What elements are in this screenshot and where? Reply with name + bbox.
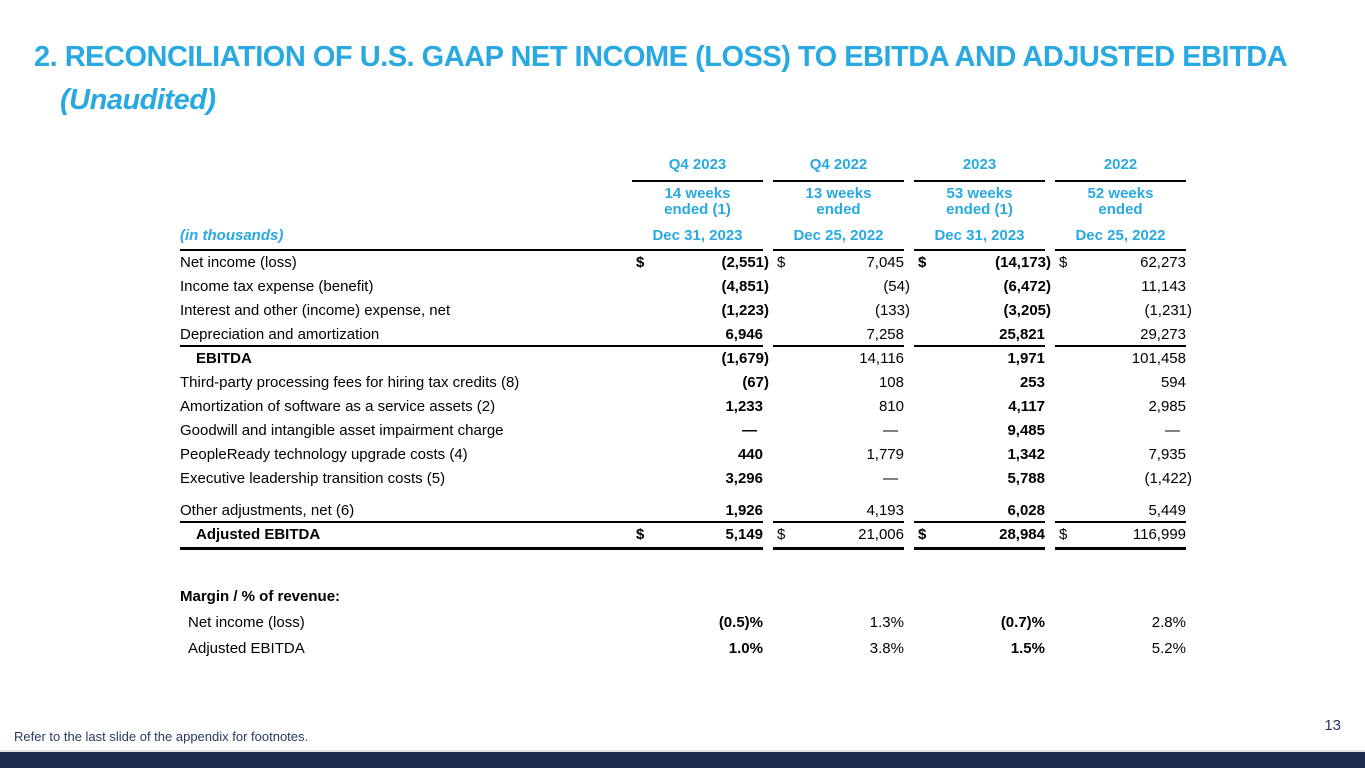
weeks-column-header xyxy=(632,186,763,223)
period-column-header xyxy=(763,155,904,182)
ended-line: ended xyxy=(1098,201,1143,218)
value-text: 9,485 xyxy=(1007,422,1045,439)
value-text: 7,935 xyxy=(1148,446,1186,463)
value-text: 28,984 xyxy=(999,526,1045,543)
value-cell-inner xyxy=(632,251,769,275)
value-text: (0.5)% xyxy=(718,614,763,631)
value-cell-inner xyxy=(914,499,1045,523)
value-text: — xyxy=(742,422,757,439)
value-cell-inner xyxy=(632,371,769,395)
value-column-cell xyxy=(1045,371,1186,395)
value-text: 5,149 xyxy=(725,526,763,543)
value-cell-inner xyxy=(632,299,769,323)
value-text: — xyxy=(883,422,898,439)
row-label: Adjusted EBITDA xyxy=(180,523,632,550)
value-cell-inner xyxy=(632,323,763,347)
date-label: Dec 25, 2022 xyxy=(1055,223,1186,251)
value-text: 108 xyxy=(878,374,904,391)
table-row xyxy=(180,371,1186,395)
table-header-dates xyxy=(180,223,1186,251)
value-cell-inner xyxy=(1055,251,1186,275)
value-text: 3.8% xyxy=(869,640,904,657)
reconciliation-table xyxy=(180,155,1192,662)
value-text: (67) xyxy=(742,374,769,391)
value-column-cell xyxy=(904,347,1045,371)
row-label: Net income (loss) xyxy=(180,254,297,271)
value-column-cell xyxy=(904,323,1045,347)
value-text: (4,851) xyxy=(721,278,769,295)
weeks-line: 52 weeks xyxy=(1087,185,1154,202)
value-cell-inner xyxy=(632,523,763,550)
value-column-cell xyxy=(1045,275,1186,299)
value-column-cell xyxy=(1045,467,1192,491)
value-text: 6,946 xyxy=(725,326,763,343)
date-label: Dec 25, 2022 xyxy=(773,223,904,251)
value-text: 101,458 xyxy=(1131,350,1186,367)
value-text: 4,117 xyxy=(1008,398,1045,415)
value-text: 7,045 xyxy=(866,254,904,271)
value-text: 5,788 xyxy=(1007,470,1045,487)
value-text: 594 xyxy=(1160,374,1186,391)
value-cell-inner xyxy=(914,419,1045,443)
value-cell-inner xyxy=(914,275,1051,299)
value-column-cell xyxy=(632,499,763,523)
value-cell-inner xyxy=(1055,467,1192,491)
value-column-cell xyxy=(763,395,904,419)
row-label: Adjusted EBITDA xyxy=(188,640,305,657)
value-text: (2,551) xyxy=(721,254,769,271)
value-cell-inner xyxy=(914,610,1045,636)
value-cell-inner xyxy=(1055,395,1186,419)
value-column-cell xyxy=(904,395,1045,419)
value-column-cell xyxy=(763,275,910,299)
value-cell-inner xyxy=(632,610,763,636)
row-label: EBITDA xyxy=(196,350,252,367)
value-cell-inner xyxy=(773,443,904,467)
value-column-cell xyxy=(632,395,763,419)
row-label: Third-party processing fees for hiring tax credits (8) xyxy=(180,374,520,391)
row-label: Other adjustments, net (6) xyxy=(180,499,632,523)
value-column-cell xyxy=(763,323,904,347)
value-text: 1,971 xyxy=(1007,350,1045,367)
table-row xyxy=(180,299,1192,323)
value-cell-inner xyxy=(1055,523,1186,550)
value-text: (14,173) xyxy=(995,254,1051,271)
row-label: Interest and other (income) expense, net xyxy=(180,302,451,319)
slide-title-line2: (Unaudited) xyxy=(60,84,216,116)
weeks-label xyxy=(632,186,763,223)
value-column-cell xyxy=(632,443,763,467)
table-row xyxy=(180,347,1186,371)
value-text: (133) xyxy=(874,302,910,319)
table-row xyxy=(180,499,1186,523)
ended-line: ended xyxy=(816,201,861,218)
value-cell-inner xyxy=(1055,275,1186,299)
value-text: 1,233 xyxy=(725,398,763,415)
value-column-cell xyxy=(1045,443,1186,467)
weeks-column-header xyxy=(763,186,904,223)
value-text: 7,258 xyxy=(866,326,904,343)
margin-table-row xyxy=(180,636,1186,662)
value-column-cell xyxy=(763,371,904,395)
value-text: (1,231) xyxy=(1144,302,1192,319)
value-text: 440 xyxy=(737,446,763,463)
value-column-cell xyxy=(763,610,904,636)
currency-symbol: $ xyxy=(1059,526,1068,543)
value-column-cell xyxy=(904,419,1045,443)
period-column-header xyxy=(904,155,1045,182)
value-cell-inner xyxy=(773,467,904,491)
value-text: 1.0% xyxy=(728,640,763,657)
value-text: 2.8% xyxy=(1151,614,1186,631)
row-label: Executive leadership transition costs (5) xyxy=(180,470,446,487)
value-cell-inner xyxy=(914,467,1045,491)
value-text: 14,116 xyxy=(859,350,904,367)
ended-line: ended (1) xyxy=(946,201,1013,218)
currency-symbol: $ xyxy=(918,526,927,543)
value-column-cell xyxy=(763,419,904,443)
value-column-cell xyxy=(1045,347,1186,371)
value-cell-inner xyxy=(773,636,904,662)
value-cell-inner xyxy=(914,371,1045,395)
bottom-accent-bar xyxy=(0,750,1365,768)
period-label: Q4 2023 xyxy=(632,155,763,182)
currency-symbol: $ xyxy=(777,526,786,543)
value-text: — xyxy=(1165,422,1180,439)
value-cell-inner xyxy=(632,275,769,299)
slide-title-line1: 2. RECONCILIATION OF U.S. GAAP NET INCOME (LOSS) TO EBITDA AND ADJUSTED EBITDA xyxy=(34,41,1288,73)
value-column-cell xyxy=(632,610,763,636)
value-column-cell xyxy=(904,499,1045,523)
weeks-column-header xyxy=(904,186,1045,223)
value-cell-inner xyxy=(914,323,1045,347)
margin-section-heading: Margin / % of revenue: xyxy=(180,588,341,605)
value-cell-inner xyxy=(914,395,1045,419)
value-cell-inner xyxy=(773,395,904,419)
slide-title xyxy=(34,36,1287,122)
period-label: Q4 2022 xyxy=(773,155,904,182)
value-text: 1.5% xyxy=(1010,640,1045,657)
row-label: Goodwill and intangible asset impairment charge xyxy=(180,422,504,439)
value-column-cell xyxy=(763,299,910,323)
value-cell-inner xyxy=(632,347,769,371)
date-column-header xyxy=(1045,223,1186,251)
value-column-cell xyxy=(632,467,763,491)
value-cell-inner xyxy=(773,371,904,395)
weeks-label xyxy=(1055,186,1186,223)
value-text: (1,679) xyxy=(721,350,769,367)
value-cell-inner xyxy=(773,523,904,550)
value-cell-inner xyxy=(773,419,904,443)
row-label: PeopleReady technology upgrade costs (4) xyxy=(180,446,468,463)
value-text: 253 xyxy=(1019,374,1045,391)
value-cell-inner xyxy=(1055,419,1186,443)
weeks-label xyxy=(914,186,1045,223)
value-column-cell xyxy=(632,251,769,275)
value-cell-inner xyxy=(1055,636,1186,662)
weeks-line: 14 weeks xyxy=(664,185,731,202)
value-cell-inner xyxy=(1055,323,1186,347)
value-cell-inner xyxy=(914,443,1045,467)
value-text: 810 xyxy=(878,398,904,415)
value-text: (0.7)% xyxy=(1000,614,1045,631)
value-column-cell xyxy=(763,443,904,467)
value-column-cell xyxy=(763,467,904,491)
row-label: Depreciation and amortization xyxy=(180,323,632,347)
value-column-cell xyxy=(1045,523,1186,550)
value-text: (1,422) xyxy=(1144,470,1192,487)
value-cell-inner xyxy=(914,636,1045,662)
period-label: 2022 xyxy=(1055,155,1186,182)
value-text: 5.2% xyxy=(1151,640,1186,657)
value-text: 11,143 xyxy=(1141,278,1186,295)
weeks-line: 13 weeks xyxy=(805,185,872,202)
header-spacer xyxy=(180,186,632,223)
value-text: 5,449 xyxy=(1148,502,1186,519)
value-column-cell xyxy=(1045,395,1186,419)
value-cell-inner xyxy=(773,251,904,275)
value-cell-inner xyxy=(773,299,910,323)
value-cell-inner xyxy=(632,636,763,662)
value-column-cell xyxy=(632,299,769,323)
value-column-cell xyxy=(763,251,904,275)
date-column-header xyxy=(632,223,763,251)
value-text: (54) xyxy=(883,278,910,295)
value-cell-inner xyxy=(914,347,1045,371)
period-label: 2023 xyxy=(914,155,1045,182)
value-column-cell xyxy=(763,347,904,371)
value-cell-inner xyxy=(632,499,763,523)
value-column-cell xyxy=(632,347,769,371)
value-text: 1,779 xyxy=(866,446,904,463)
value-cell-inner xyxy=(632,443,763,467)
value-text: — xyxy=(883,470,898,487)
value-column-cell xyxy=(632,371,769,395)
value-cell-inner xyxy=(1055,371,1186,395)
value-text: 29,273 xyxy=(1140,326,1186,343)
value-column-cell xyxy=(1045,610,1186,636)
value-column-cell xyxy=(1045,299,1192,323)
date-label: Dec 31, 2023 xyxy=(632,223,763,251)
value-cell-inner xyxy=(914,251,1051,275)
value-cell-inner xyxy=(773,610,904,636)
value-text: (6,472) xyxy=(1003,278,1051,295)
margin-table-row xyxy=(180,610,1186,636)
currency-symbol: $ xyxy=(1059,254,1068,271)
value-column-cell xyxy=(632,419,763,443)
value-column-cell xyxy=(904,251,1051,275)
weeks-label xyxy=(773,186,904,223)
table-row xyxy=(180,251,1186,275)
value-cell-inner xyxy=(1055,443,1186,467)
value-text: 1,926 xyxy=(725,502,763,519)
value-text: 2,985 xyxy=(1148,398,1186,415)
table-header-periods xyxy=(180,155,1186,182)
value-text: 116,999 xyxy=(1132,526,1186,543)
value-column-cell xyxy=(632,636,763,662)
value-cell-inner xyxy=(632,395,763,419)
date-column-header xyxy=(904,223,1045,251)
value-cell-inner xyxy=(1055,347,1186,371)
currency-symbol: $ xyxy=(777,254,786,271)
value-column-cell xyxy=(904,275,1051,299)
value-column-cell xyxy=(763,523,904,550)
table-header-weeks xyxy=(180,182,1186,223)
value-column-cell xyxy=(1045,323,1186,347)
row-label: Amortization of software as a service assets (2) xyxy=(180,398,496,415)
value-cell-inner xyxy=(1055,299,1192,323)
value-text: 1,342 xyxy=(1007,446,1045,463)
value-column-cell xyxy=(1045,499,1186,523)
value-column-cell xyxy=(904,523,1045,550)
value-column-cell xyxy=(632,275,769,299)
value-cell-inner xyxy=(914,523,1045,550)
currency-symbol: $ xyxy=(918,254,927,271)
footnote-text: Refer to the last slide of the appendix for footnotes. xyxy=(14,729,309,744)
value-cell-inner xyxy=(773,323,904,347)
value-text: (3,205) xyxy=(1003,302,1051,319)
value-column-cell xyxy=(632,323,763,347)
value-column-cell xyxy=(1045,251,1186,275)
currency-symbol: $ xyxy=(636,254,645,271)
value-text: 4,193 xyxy=(866,502,904,519)
table-row xyxy=(180,323,1186,347)
table-row xyxy=(180,523,1186,550)
table-main xyxy=(180,155,1192,550)
row-label: Income tax expense (benefit) xyxy=(180,278,374,295)
date-label: Dec 31, 2023 xyxy=(914,223,1045,251)
value-text: (1,223) xyxy=(721,302,769,319)
value-column-cell xyxy=(763,636,904,662)
page-number: 13 xyxy=(1324,717,1341,734)
weeks-line: 53 weeks xyxy=(946,185,1013,202)
value-cell-inner xyxy=(773,275,910,299)
value-cell-inner xyxy=(773,499,904,523)
value-column-cell xyxy=(904,467,1045,491)
header-spacer xyxy=(180,155,632,182)
value-text: 62,273 xyxy=(1140,254,1186,271)
row-label: Net income (loss) xyxy=(188,614,305,631)
value-column-cell xyxy=(1045,419,1186,443)
value-cell-inner xyxy=(1055,499,1186,523)
table-row xyxy=(180,467,1192,491)
period-column-header xyxy=(1045,155,1186,182)
value-column-cell xyxy=(1045,636,1186,662)
value-text: 6,028 xyxy=(1007,502,1045,519)
weeks-column-header xyxy=(1045,186,1186,223)
value-cell-inner xyxy=(1055,610,1186,636)
table-row xyxy=(180,395,1186,419)
currency-symbol: $ xyxy=(636,526,645,543)
value-column-cell xyxy=(904,443,1045,467)
table-row xyxy=(180,419,1186,443)
value-cell-inner xyxy=(632,467,763,491)
period-column-header xyxy=(632,155,763,182)
value-cell-inner xyxy=(632,419,763,443)
value-column-cell xyxy=(904,299,1051,323)
value-column-cell xyxy=(632,523,763,550)
value-cell-inner xyxy=(773,347,904,371)
value-column-cell xyxy=(904,371,1045,395)
value-text: 25,821 xyxy=(999,326,1045,343)
value-text: 21,006 xyxy=(858,526,904,543)
date-column-header xyxy=(763,223,904,251)
units-label: (in thousands) xyxy=(180,223,632,251)
table-row xyxy=(180,443,1186,467)
value-text: 3,296 xyxy=(725,470,763,487)
ended-line: ended (1) xyxy=(664,201,731,218)
value-text: 1.3% xyxy=(869,614,904,631)
table-row xyxy=(180,275,1186,299)
value-column-cell xyxy=(904,636,1045,662)
value-cell-inner xyxy=(914,299,1051,323)
table-margin-section xyxy=(180,610,1186,662)
value-column-cell xyxy=(904,610,1045,636)
value-column-cell xyxy=(763,499,904,523)
